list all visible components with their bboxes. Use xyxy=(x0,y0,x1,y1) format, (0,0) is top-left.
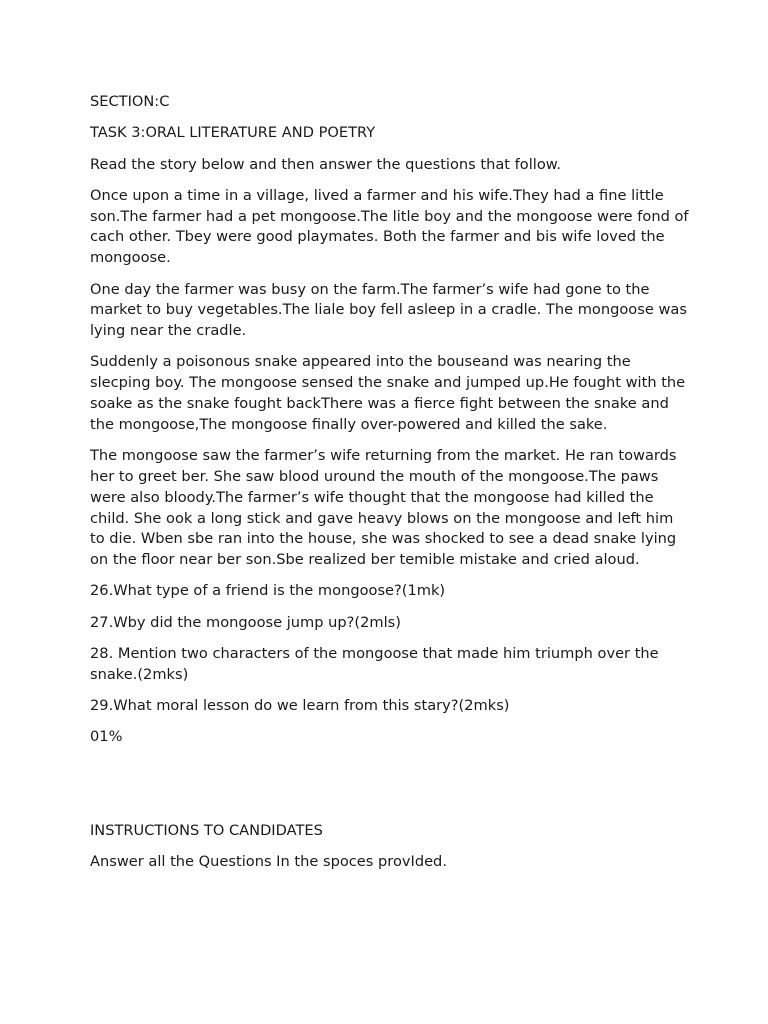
question-27: 27.Wby did the mongoose jump up?(2mls) xyxy=(90,613,401,631)
story-paragraph-3: Suddenly a poisonous snake appeared into the bouseand was nearing the slecping boy. The mongoose sensed the snake and jumped up.He fought with the soake as the snake fought backThere was a fierce fight between the snake and the mongoose,The mongoose finally over-powered and killed the sake. xyxy=(90,353,686,433)
instructions-heading: INSTRUCTIONS TO CANDIDATES xyxy=(90,821,323,839)
question-26: 26.What type of a friend is the mongoose?(1mk) xyxy=(90,582,446,600)
task-heading: TASK 3:ORAL LITERATURE AND POETRY xyxy=(90,124,376,142)
question-29: 29.What moral lesson do we learn from this stary?(2mks) xyxy=(90,697,510,715)
instructions-text: Answer all the Questions In the spoces provIded. xyxy=(90,853,447,871)
section-heading: SECTION:C xyxy=(90,93,170,110)
blank-space xyxy=(90,759,690,821)
question-28: 28. Mention two characters of the mongoose that made him triumph over the snake.(2mks) xyxy=(90,645,659,683)
footer-mark: 01% xyxy=(90,728,123,746)
intro-text: Read the story below and then answer the questions that follow. xyxy=(90,155,562,173)
story-paragraph-2: One day the farmer was busy on the farm.The farmer’s wife had gone to the market to buy vegetables.The liale boy fell asleep in a cradle. The mongoose was lying near the cradle. xyxy=(90,280,687,340)
story-paragraph-4: The mongoose saw the farmer’s wife returning from the market. He ran towards her to greet ber. She saw blood uround the mouth of the mongoose.The paws were also bloody.The farmer’s wife thought that the mongoose had killed the child. She ook a long stick and gave heavy blows on the mongoose and left him to die. Wben sbe ran into the house, she was shocked to see a dead snake lying on the floor near ber son.Sbe realized ber temible mistake and cried aloud. xyxy=(90,447,677,569)
document-page xyxy=(90,92,690,883)
story-paragraph-1: Once upon a time in a village, lived a farmer and his wife.They had a fine little son.The farmer had a pet mongoose.The litle boy and the mongoose were fond of cach other. Tbey were good playmates. Both the farmer and bis wife loved the mongoose. xyxy=(90,186,689,267)
